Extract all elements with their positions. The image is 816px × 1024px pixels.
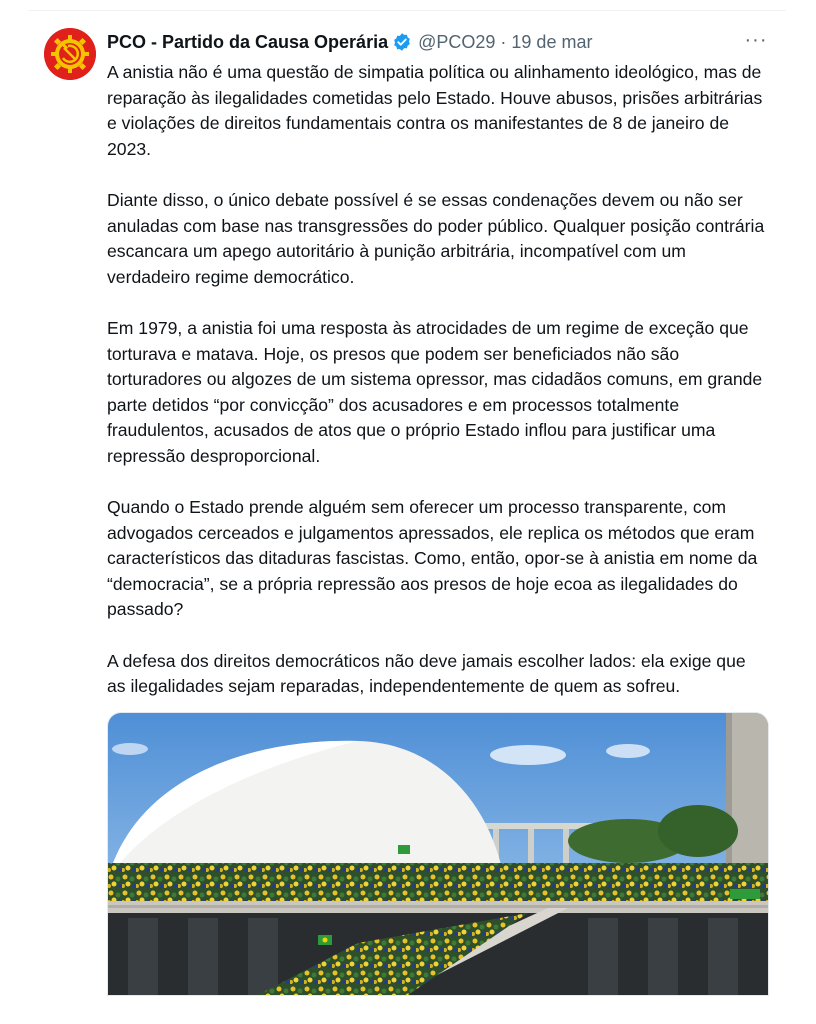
tweet-paragraph: A anistia não é uma questão de simpatia política ou alinhamento ideológico, mas de reparação às ilegalidades cometidas pelo Estado. Houve abusos, prisões arbitrárias e violações de direitos fundamentais contra os manifestantes de 8 de janeiro de 2023. bbox=[107, 62, 763, 159]
tweet-paragraph: Quando o Estado prende alguém sem oferecer um processo transparente, com advogados cerceados e julgamentos apressados, ele replica os métodos que eram característicos das ditaduras fascistas. Como, então, opor-se à anistia em nome da “democracia”, se a própria repressão aos presos de hoje ecoa as ilegalidades do passado? bbox=[107, 497, 758, 620]
tweet-header bbox=[107, 29, 592, 55]
hammer-sickle-gear-icon bbox=[44, 28, 96, 80]
header-separator: · bbox=[500, 31, 507, 52]
verified-badge-icon bbox=[392, 32, 412, 52]
tweet-paragraph: Diante disso, o único debate possível é se essas condenações devem ou não ser anuladas com base nas transgressões do poder público. Qualquer posição contrária escancara um apego autoritário à punição arbitrária, incompatível com um verdadeiro regime democrático. bbox=[107, 189, 765, 287]
display-name[interactable]: PCO - Partido da Causa Operária bbox=[107, 31, 389, 52]
tweet-text bbox=[107, 60, 769, 700]
congress-crowd-photo bbox=[108, 713, 768, 995]
tweet-paragraph: Em 1979, a anistia foi uma resposta às atrocidades de um regime de exceção que torturava e matava. Hoje, os presos que podem ser beneficiados não são torturadores ou algozes de um sistema opressor, mas cidadãos comuns, em grande parte detidos “por convicção” dos acusadores e em processos totalmente fraudulentos, acusados de atos que o próprio Estado inflou para justificar uma repressão desproporcional. bbox=[107, 317, 763, 466]
more-options-button[interactable]: ··· bbox=[744, 29, 768, 51]
tweet-paragraph: A defesa dos direitos democráticos não deve jamais escolher lados: ela exige que as ilegalidades sejam reparadas, independentemente de quem as sofreu. bbox=[107, 650, 746, 697]
timestamp[interactable]: 19 de mar bbox=[511, 31, 593, 52]
tweet-photo[interactable] bbox=[107, 712, 769, 996]
handle[interactable]: @PCO29 bbox=[418, 31, 496, 52]
avatar[interactable] bbox=[44, 28, 96, 80]
